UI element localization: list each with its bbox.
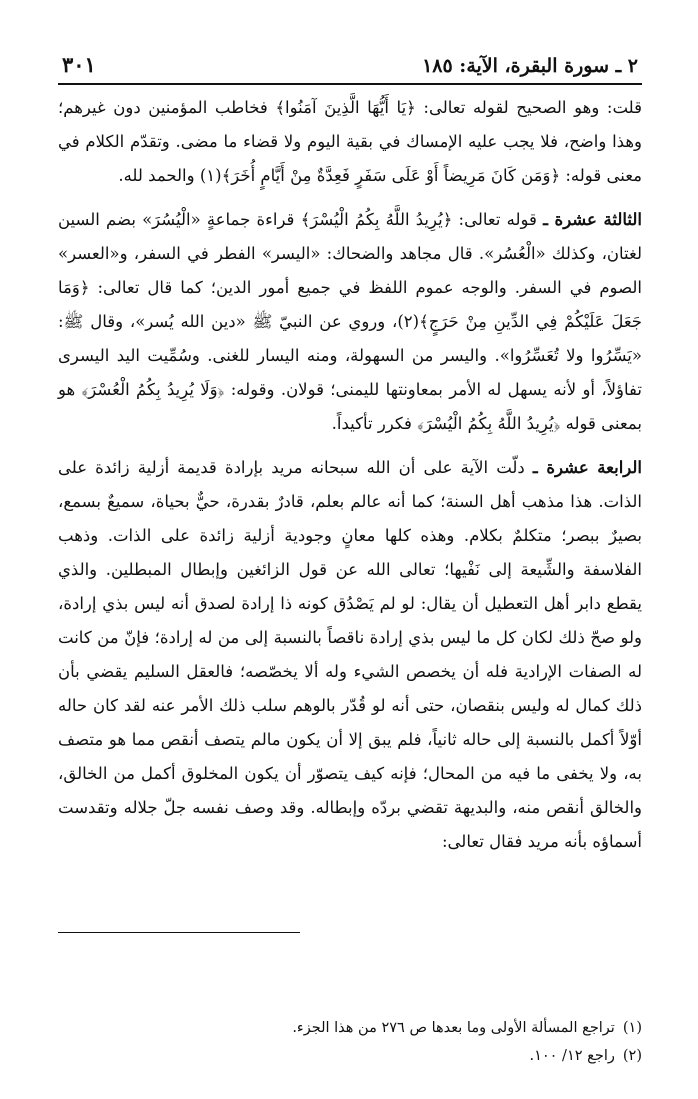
footnote-number: (٢) bbox=[622, 1048, 642, 1064]
running-header bbox=[58, 52, 642, 85]
paragraph-text: قلت: وهو الصحيح لقوله تعالى: ﴿يَا أَيُّهَا الَّذِينَ آمَنُوا﴾ فخاطب المؤمنين دون غيرهم؛ وهذا واضح، فلا يجب عليه الإمساك في بقية اليوم ولا قضاء ما مضى. وتقدّم الكلام في معنى قوله: ﴿وَمَن كَانَ مَرِيضاً أَوْ عَلَى سَفَرٍ فَعِدَّةٌ مِنْ أَيَّامٍ أُخَرَ﴾(١) والحمد لله. bbox=[58, 98, 642, 185]
footnote-number: (١) bbox=[622, 1020, 642, 1036]
paragraph-note bbox=[58, 91, 642, 193]
paragraph-text: دلّت الآية على أن الله سبحانه مريد بإرادة قديمة أزلية زائدة على الذات. هذا مذهب أهل السنة؛ كما أنه عالم بعلم، قادرٌ بقدرة، حيٌّ بحياة، سميعٌ بسمع، بصيرٌ ببصر؛ متكلمٌ بكلام. وهذه كلها معانٍ وجودية أزلية زائدة على الذات. وذهب الفلاسفة والشِّيعة إلى نَفْيها؛ تعالى الله عن قول الزائغين وإبطال المبطلين. والذي يقطع دابر أهل التعطيل أن يقال: لو لم يَصْدُق كونه ذا إرادة لصدق أنه ليس بذي إرادة، ولو صحّ ذلك لكان كل ما ليس بذي إرادة ناقصاً بالنسبة إلى من له إرادة؛ فإنّ من كانت له الصفات الإرادية فله أن يخصص الشيء وله ألا يخصّصه؛ فالعقل السليم يقضي بأن ذلك كمال له وليس بنقصان، حتى أنه لو قُدّر بالوهم سلب ذلك الأمر عنه لقد كان حاله أوّلاً أكمل بالنسبة إلى حاله ثانياً، فلم يبق إلا أن يكون مالم يتصف أنقص مما هو متصف به، ولا يخفى ما فيه من المحال؛ فإنه كيف يتصوّر أن يكون المخلوق أكمل من الخالق، والخالق أنقص منه، والبديهة تقضي بردّه وإبطاله. وقد وصف نفسه جلّ جلاله وتقدست أسماؤه بأنه مريد فقال تعالى: bbox=[58, 458, 642, 851]
paragraph-text: قوله تعالى: ﴿يُرِيدُ اللَّهُ بِكُمُ الْيُسْرَ﴾ قراءة جماعةٍ «الْيُسُرَ» بضم السين لغتان، وكذلك «الْعُسُر». قال مجاهد والضحاك: «اليسر» الفطر في السفر، و«العسر» الصوم في السفر. والوجه عموم اللفظ في جميع أمور الدين؛ كما قال تعالى: ﴿وَمَا جَعَلَ عَلَيْكُمْ فِي الدِّينِ مِنْ حَرَجٍ﴾(٢)، وروي عن النبيّ ﷺ «دين الله يُسر»، وقال ﷺ: «يَسِّرُوا ولا تُعَسِّرُوا». واليسر من السهولة، ومنه اليسار للغنى. وسُمِّيت اليد اليسرى تفاؤلاً، أو لأنه يسهل له الأمر بمعاونتها لليمنى؛ قولان. وقوله: ﴿وَلَا يُرِيدُ بِكُمُ الْعُسْرَ﴾ هو بمعنى قوله ﴿يُرِيدُ اللَّهُ بِكُمُ الْيُسْرَ﴾ فكرر تأكيداً. bbox=[58, 210, 642, 433]
paragraph-fourteenth bbox=[58, 451, 642, 859]
paragraph-spacer bbox=[58, 193, 642, 203]
main-text bbox=[58, 91, 642, 859]
footnote-text: راجع ١٢/ ١٠٠. bbox=[529, 1048, 615, 1064]
footnote-item bbox=[58, 1042, 642, 1070]
footnote-divider bbox=[58, 932, 300, 933]
book-page bbox=[58, 52, 642, 1064]
section-heading: الثالثة عشرة ـ bbox=[543, 210, 642, 229]
section-heading: الرابعة عشرة ـ bbox=[532, 458, 642, 477]
footnote-text: تراجع المسألة الأولى وما بعدها ص ٢٧٦ من هذا الجزء. bbox=[292, 1020, 615, 1036]
header-title: ٢ ـ سورة البقرة، الآية: ١٨٥ bbox=[422, 55, 638, 77]
paragraph-thirteenth bbox=[58, 203, 642, 441]
paragraph-spacer bbox=[58, 441, 642, 451]
footnotes bbox=[58, 1014, 642, 1070]
page-number: ٣٠١ bbox=[62, 52, 96, 77]
footnote-item bbox=[58, 1014, 642, 1042]
